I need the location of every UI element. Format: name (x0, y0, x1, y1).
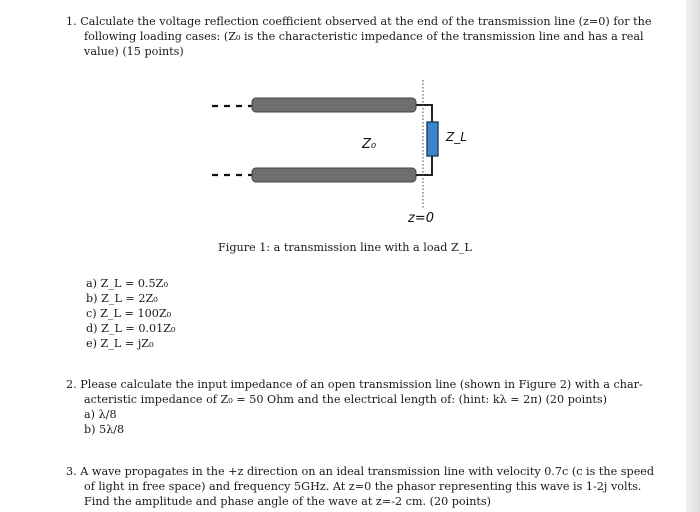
question-3-line-3: Find the amplitude and phase angle of the wave at z=-2 cm. (20 points) (84, 495, 492, 508)
question-1-line-1: 1. Calculate the voltage reflection coefficient observed at the end of the transmission line (z=0) for the (66, 15, 652, 28)
question-3-line-1: 3. A wave propagates in the +z direction on an ideal transmission line with velocity 0.7c (c is the speed (66, 465, 655, 478)
page-edge-shadow (686, 0, 700, 512)
zl-label: Z_L (446, 130, 467, 144)
figure-1-caption: Figure 1: a transmission line with a load Z_L (218, 241, 472, 254)
question-1-line-3: value) (15 points) (84, 45, 184, 58)
question-1-items (86, 276, 176, 351)
transmission-line-figure (200, 80, 467, 230)
load-impedance (427, 122, 438, 156)
question-2-line-1: 2. Please calculate the input impedance of an open transmission line (shown in Figure 2) with a char- (66, 378, 643, 391)
list-item: a) Z_L = 0.5Z₀ (86, 277, 168, 290)
question-3-line-2: of light in free space) and frequency 5GHz. At z=0 the phasor representing this wave is 1-2j volts. (84, 480, 642, 493)
bottom-conductor (252, 168, 416, 182)
list-item: c) Z_L = 100Z₀ (86, 307, 172, 320)
z-zero-label: z=0 (408, 211, 434, 226)
list-item: d) Z_L = 0.01Z₀ (86, 322, 176, 335)
load-wire-bottom (416, 156, 432, 175)
top-conductor (252, 98, 416, 112)
load-wire-top (416, 105, 432, 122)
list-item: b) 5λ/8 (84, 423, 125, 436)
question-2-line-2: acteristic impedance of Z₀ = 50 Ohm and the electrical length of: (hint: kλ = 2π) (20 points) (84, 393, 608, 406)
question-1-line-2: following loading cases: (Z₀ is the characteristic impedance of the transmission line and has a real (84, 30, 644, 43)
list-item: a) λ/8 (84, 408, 117, 421)
list-item: e) Z_L = jZ₀ (86, 337, 154, 350)
z0-label: Z₀ (362, 137, 377, 152)
list-item: b) Z_L = 2Z₀ (86, 292, 158, 305)
